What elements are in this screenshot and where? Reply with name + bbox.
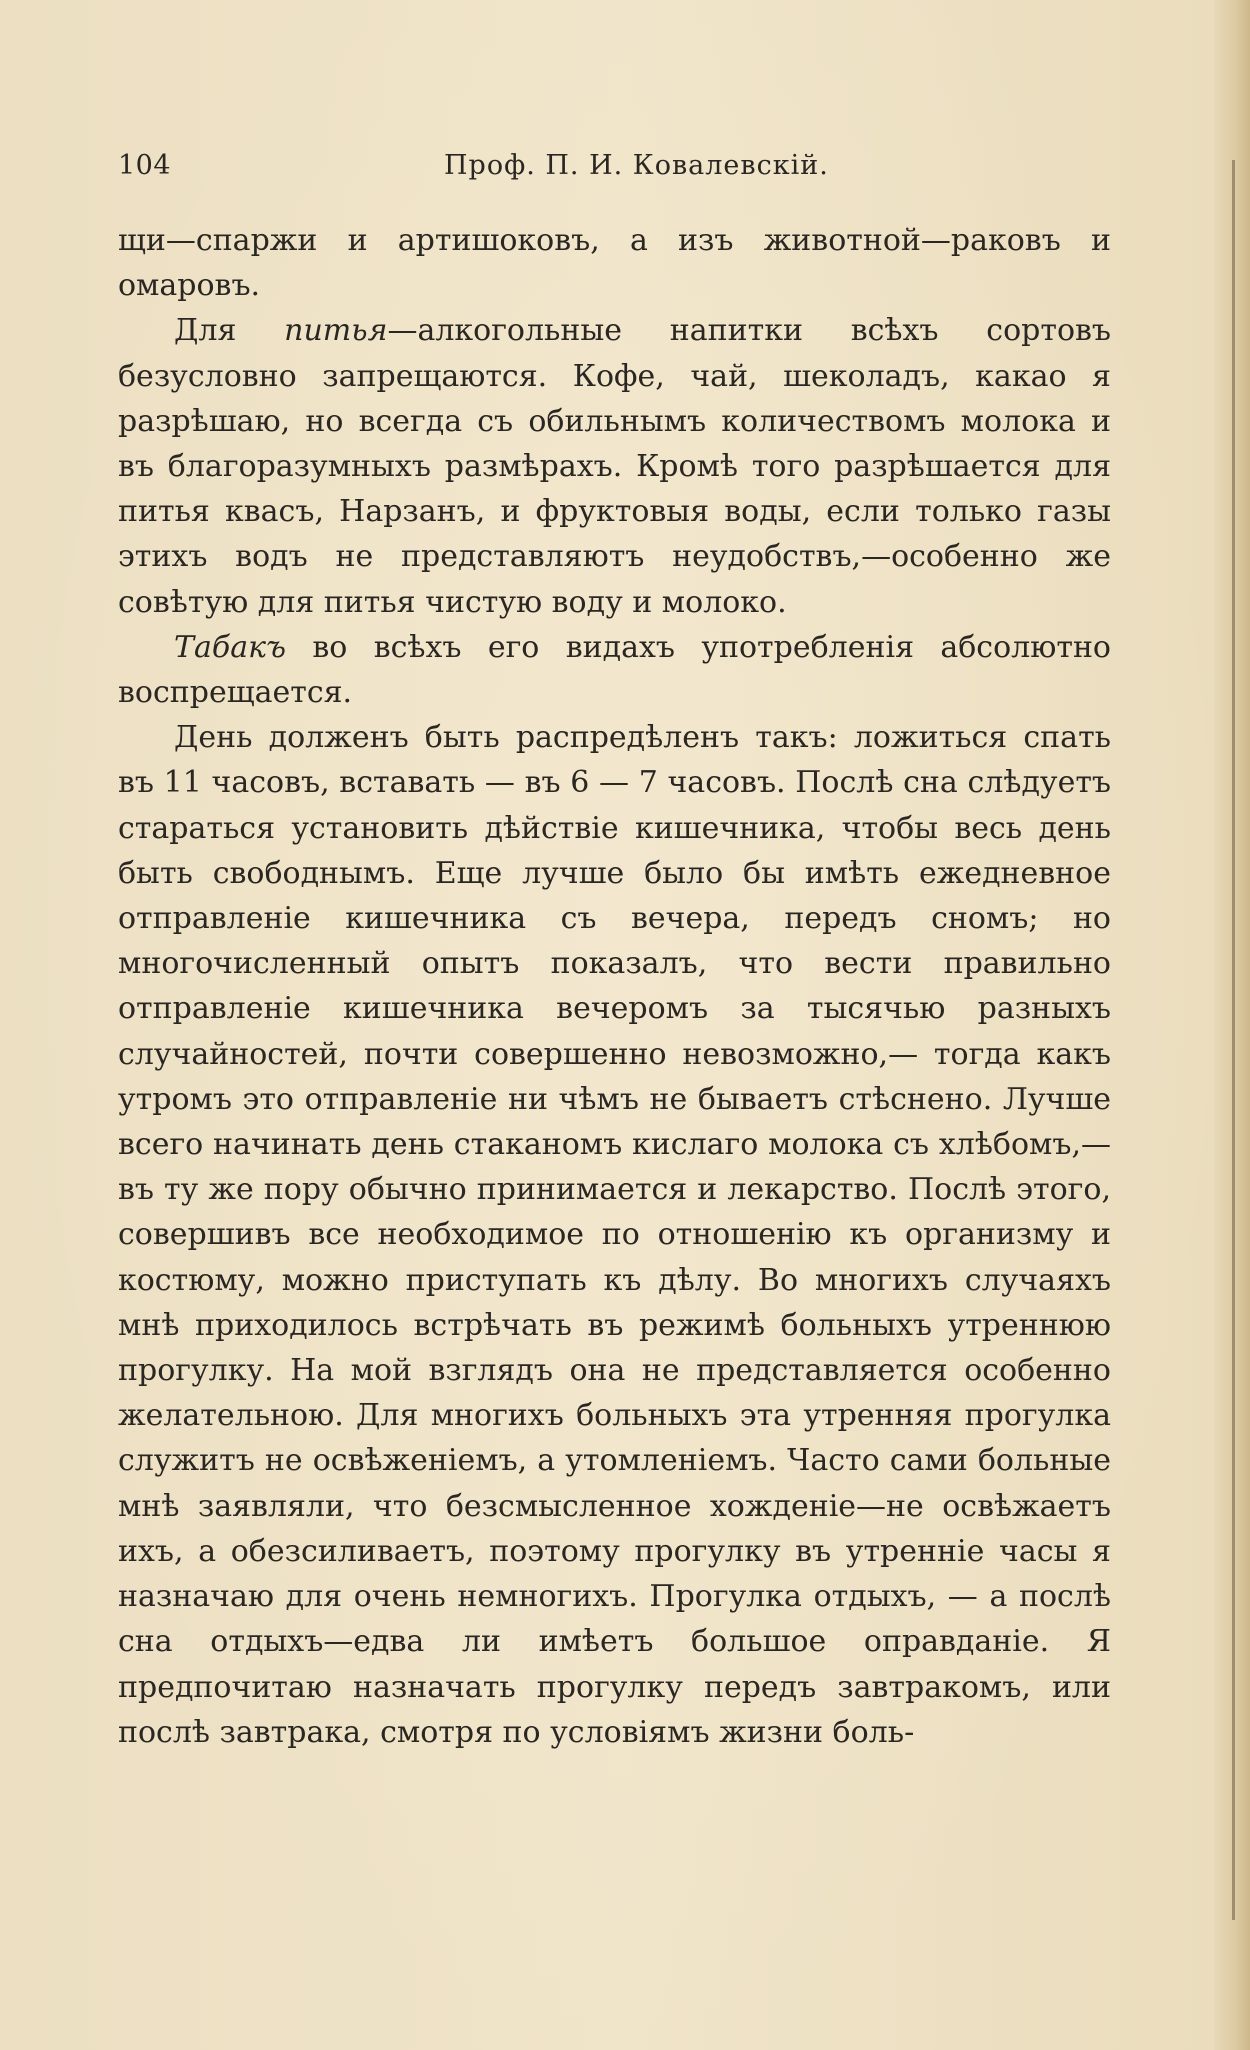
binding-edge bbox=[1232, 160, 1235, 1920]
paragraph-drinks-text: —алкогольные напитки всѣхъ сортовъ безусловно запрещаются. Кофе, чай, шеколадъ, какао я разрѣшаю, но всегда съ обильнымъ количествомъ молока и въ благоразумныхъ размѣрахъ. Кромѣ того разрѣшается для питья квасъ, Нарзанъ, и фруктовыя воды, если только газы этихъ водъ не представляютъ неудобствъ,—особенно же совѣтую для питья чистую воду и молоко. bbox=[118, 313, 1111, 620]
paragraph-tobacco-text: во всѣхъ его видахъ употребленія абсолютно воспрещается. bbox=[118, 629, 1111, 711]
body-text bbox=[118, 218, 1111, 1755]
paragraph-tobacco bbox=[118, 625, 1111, 715]
emphasis-tobacco: Табакъ bbox=[174, 629, 287, 665]
page-header bbox=[118, 150, 1108, 186]
running-head: Проф. П. И. Ковалевскій. bbox=[444, 150, 829, 181]
emphasis-drinks: питья bbox=[284, 313, 388, 349]
paragraph-continuation: щи—спаржи и артишоковъ, а изъ животной—раковъ и омаровъ. bbox=[118, 223, 1111, 304]
page-number: 104 bbox=[118, 150, 172, 181]
paragraph-drinks-lead: Для bbox=[174, 313, 285, 349]
paragraph-daily-schedule: День долженъ быть распредѣленъ такъ: ложиться спать въ 11 часовъ, вставать — въ 6 — 7 часовъ. Послѣ сна слѣдуетъ стараться установить дѣйствіе кишечника, чтобы весь день быть свободнымъ. Еще лучше было бы имѣть ежедневное отправленіе кишечника съ вечера, передъ сномъ; но многочисленный опытъ показалъ, что вести правильно отправленіе кишечника вечеромъ за тысячью разныхъ случайностей, почти совершенно невозможно,— тогда какъ утромъ это отправленіе ни чѣмъ не бываетъ стѣснено. Лучше всего начинать день стаканомъ кислаго молока съ хлѣбомъ,—въ ту же пору обычно принимается и лекарство. Послѣ этого, совершивъ все необходимое по отношенію къ организму и костюму, можно приступать къ дѣлу. Во многихъ случаяхъ мнѣ приходилось встрѣчать въ режимѣ больныхъ утреннюю прогулку. На мой взглядъ она не представляется особенно желательною. Для многихъ больныхъ эта утренняя прогулка служитъ не освѣженіемъ, а утомленіемъ. Часто сами больные мнѣ заявляли, что безсмысленное хожденіе—не освѣжаетъ ихъ, а обезсиливаетъ, поэтому прогулку въ утренніе часы я назначаю для очень немногихъ. Прогулка отдыхъ, — а послѣ сна отдыхъ—едва ли имѣетъ большое оправданіе. Я предпочитаю назначать прогулку передъ завтракомъ, или послѣ завтрака, смотря по условіямъ жизни боль- bbox=[118, 720, 1111, 1750]
paragraph-drinks bbox=[118, 308, 1111, 624]
